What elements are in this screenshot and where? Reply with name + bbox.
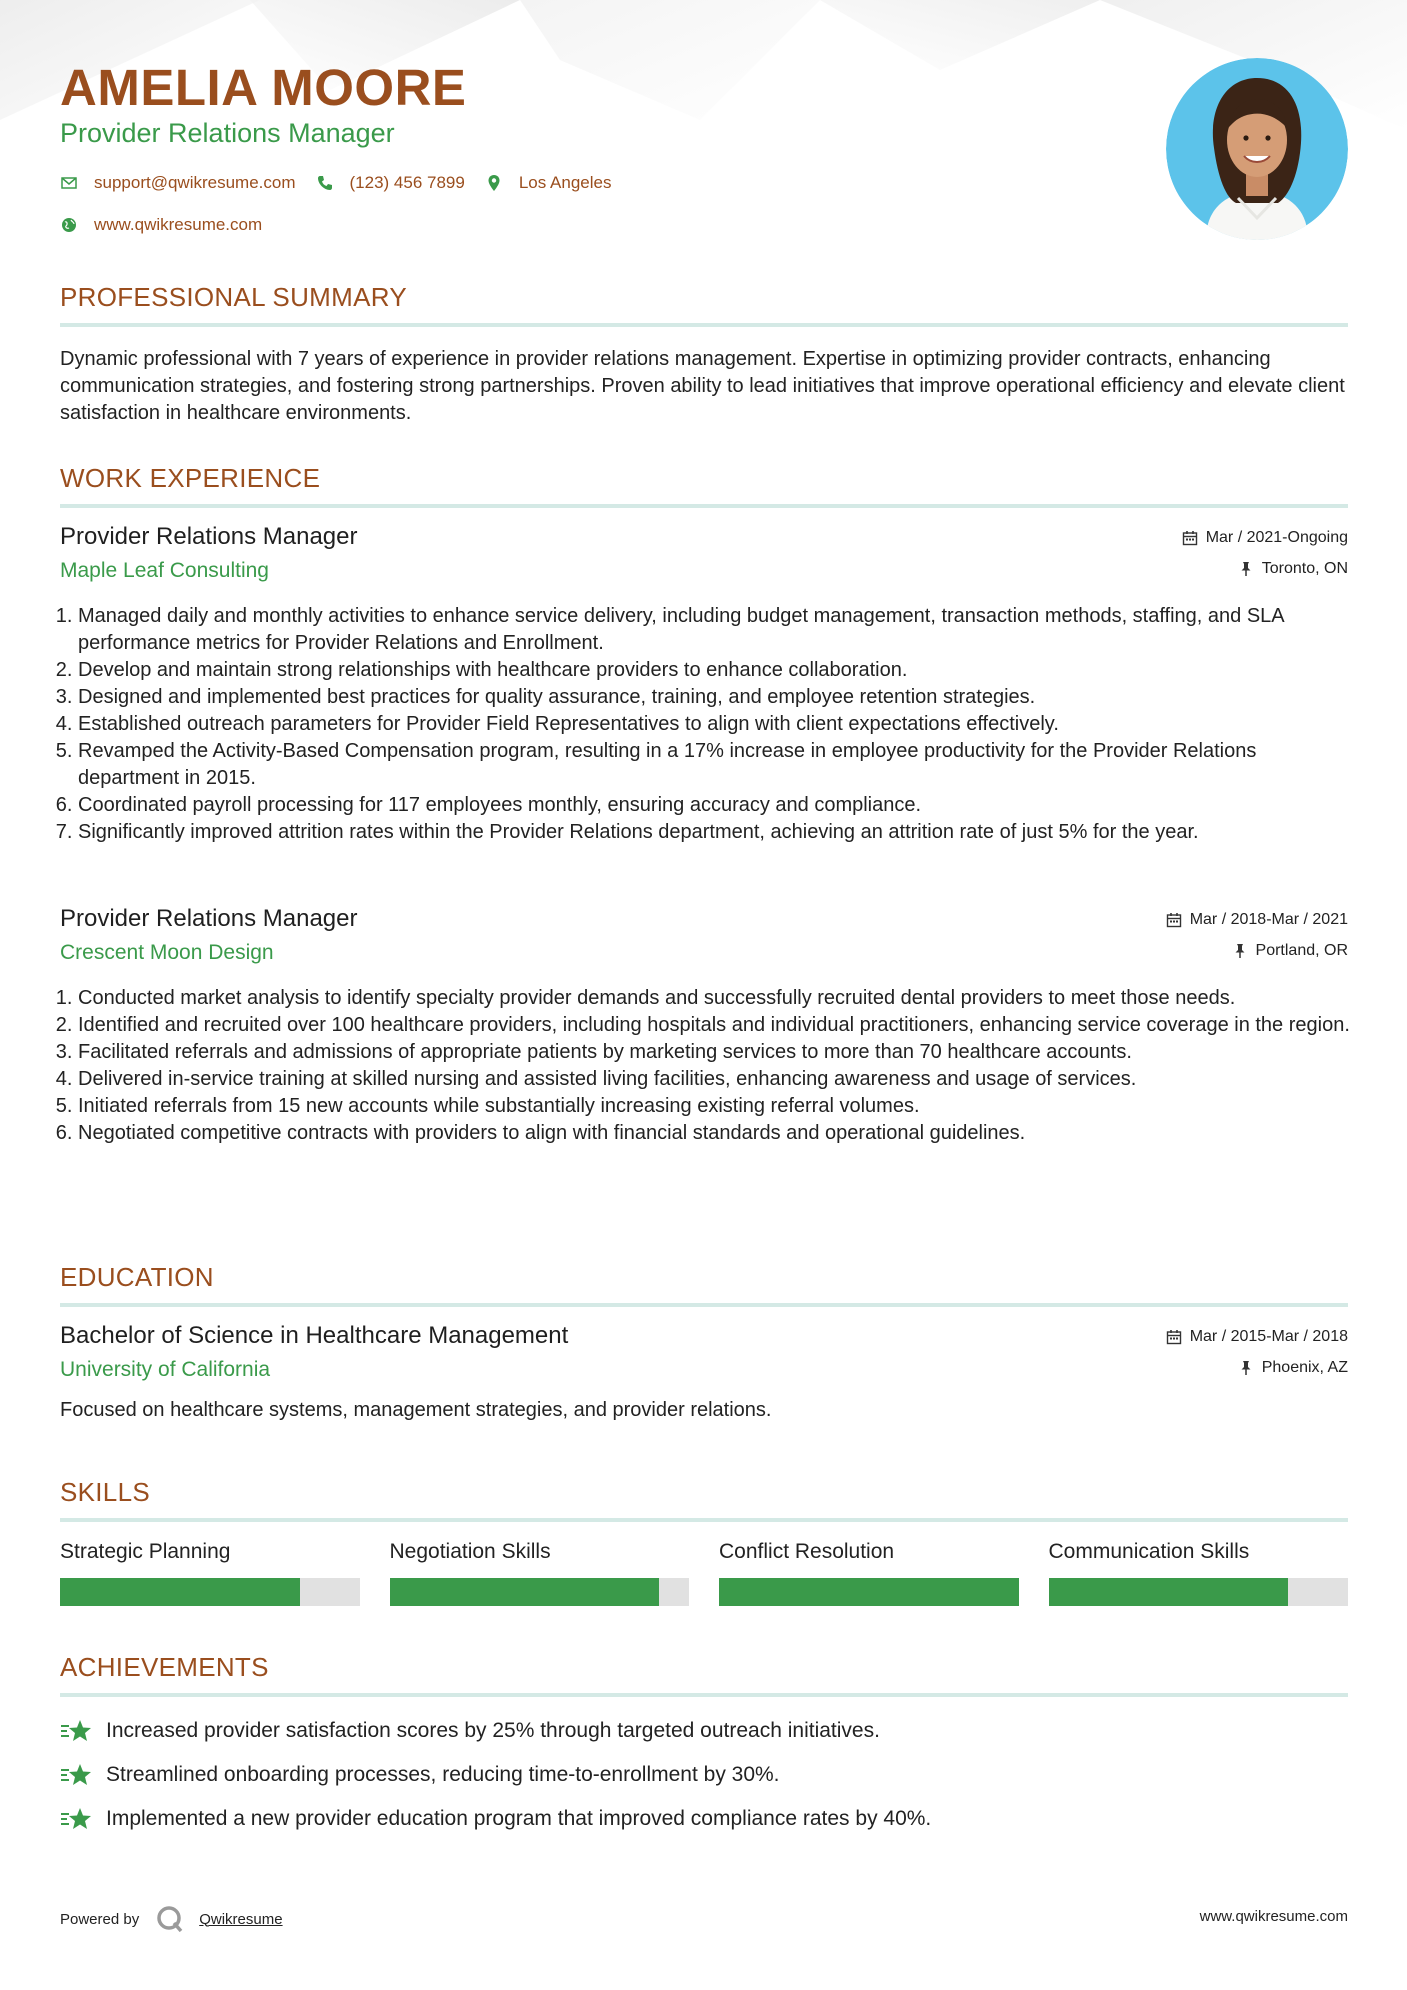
education-date <box>1166 1328 1348 1346</box>
achievements-divider <box>60 1693 1348 1697</box>
achievements-heading: ACHIEVEMENTS <box>60 1652 269 1682</box>
skill-level-fill <box>390 1578 660 1606</box>
job-location <box>1232 942 1348 960</box>
experience-section <box>60 463 1348 508</box>
skill-level-fill <box>719 1578 1019 1606</box>
skills-divider <box>60 1518 1348 1522</box>
skill-level-bar <box>60 1578 360 1606</box>
job-bullet: 2. Identified and recruited over 100 healthcare providers, including hospitals and individual practitioners, enhancing service coverage in the region. <box>78 1012 1358 1039</box>
job-date <box>1166 911 1348 929</box>
achievement-item <box>60 1709 1348 1753</box>
job-bullet: 3. Designed and implemented best practices for quality assurance, training, and employee retention strategies. <box>78 684 1358 711</box>
skills-list <box>60 1540 1348 1606</box>
job-bullet: 2. Develop and maintain strong relationships with healthcare providers to enhance collaboration. <box>78 657 1358 684</box>
calendar-icon <box>1166 1329 1182 1345</box>
job-bullet: 5. Initiated referrals from 15 new accounts while substantially increasing existing referral volumes. <box>78 1093 1358 1120</box>
email-link[interactable]: support@qwikresume.com <box>94 173 296 192</box>
experience-heading: WORK EXPERIENCE <box>60 463 321 493</box>
education-location-text: Phoenix, AZ <box>1261 1359 1348 1376</box>
job-location-text: Portland, OR <box>1255 942 1348 959</box>
skill-item <box>60 1540 360 1606</box>
school-name: University of California <box>60 1358 271 1381</box>
brand-link[interactable]: Qwikresume <box>199 1910 283 1928</box>
profile-photo <box>1166 58 1348 240</box>
skill-name: Conflict Resolution <box>719 1540 895 1563</box>
job-title: Provider Relations Manager <box>60 523 358 550</box>
job-date-text: Mar / 2018-Mar / 2021 <box>1189 911 1348 928</box>
achievement-item <box>60 1753 1348 1797</box>
skill-item <box>719 1540 1019 1606</box>
candidate-title: Provider Relations Manager <box>60 118 395 148</box>
star-icon <box>60 1718 92 1744</box>
skill-name: Strategic Planning <box>60 1540 231 1563</box>
degree-title: Bachelor of Science in Healthcare Management <box>60 1322 569 1349</box>
pushpin-icon <box>1238 1360 1254 1376</box>
education-location <box>1238 1359 1348 1377</box>
envelope-icon <box>60 174 78 192</box>
calendar-icon <box>1166 912 1182 928</box>
contact-row-1 <box>60 173 611 193</box>
website-link[interactable]: www.qwikresume.com <box>94 215 263 234</box>
summary-heading: PROFESSIONAL SUMMARY <box>60 282 407 312</box>
job-bullet: 1. Managed daily and monthly activities to enhance service delivery, including budget management, transaction methods, staffing, and SLA performance metrics for Provider Relations and Enrollment. <box>78 603 1358 657</box>
qwikresume-logo-icon <box>155 1904 185 1934</box>
achievements-section <box>60 1652 1348 1841</box>
experience-divider <box>60 504 1348 508</box>
education-heading: EDUCATION <box>60 1262 214 1292</box>
job-location <box>1238 560 1348 578</box>
star-icon <box>60 1762 92 1788</box>
education-divider <box>60 1303 1348 1307</box>
phone-icon <box>316 174 334 192</box>
pushpin-icon <box>1238 561 1254 577</box>
job-company: Crescent Moon Design <box>60 941 274 964</box>
achievement-text: Increased provider satisfaction scores by 25% through targeted outreach initiatives. <box>106 1719 880 1742</box>
job-company: Maple Leaf Consulting <box>60 559 269 582</box>
summary-divider <box>60 323 1348 327</box>
map-marker-icon <box>485 174 503 192</box>
summary-text: Dynamic professional with 7 years of experience in provider relations management. Expertise in optimizing provider contracts, enhancing communication strategies, and fostering strong partnerships. Proven ability to lead initiatives that improve operational efficiency and elevate client satisfaction in healthcare environments. <box>60 348 1345 424</box>
skill-level-fill <box>1049 1578 1289 1606</box>
footer-url[interactable]: www.qwikresume.com <box>1199 1908 1348 1925</box>
skill-item <box>390 1540 690 1606</box>
job-bullet: 6. Negotiated competitive contracts with providers to align with financial standards and operational guidelines. <box>78 1120 1358 1147</box>
job-date <box>1182 529 1348 547</box>
skill-name: Negotiation Skills <box>389 1540 551 1563</box>
job-bullet: 4. Delivered in-service training at skilled nursing and assisted living facilities, enhancing awareness and usage of services. <box>78 1066 1358 1093</box>
job-bullet: 1. Conducted market analysis to identify specialty provider demands and successfully recruited dental providers to meet those needs. <box>78 985 1358 1012</box>
job-bullet: 4. Established outreach parameters for Provider Field Representatives to align with client expectations effectively. <box>78 711 1358 738</box>
education-section <box>60 1262 1348 1307</box>
job-bullet: 6. Coordinated payroll processing for 117 employees monthly, ensuring accuracy and compliance. <box>78 792 1358 819</box>
skill-level-bar <box>1049 1578 1349 1606</box>
achievement-text: Implemented a new provider education program that improved compliance rates by 40%. <box>106 1807 932 1830</box>
location-text: Los Angeles <box>518 173 612 192</box>
candidate-name: AMELIA MOORE <box>60 59 467 116</box>
achievement-item <box>60 1797 1348 1841</box>
job-location-text: Toronto, ON <box>1261 560 1348 577</box>
summary-section <box>60 282 1348 427</box>
contact-row-2 <box>60 215 262 235</box>
powered-by-label: Powered by <box>60 1910 140 1928</box>
powered-by <box>60 1904 283 1934</box>
globe-icon <box>60 216 78 234</box>
pushpin-icon <box>1232 943 1248 959</box>
skill-level-fill <box>60 1578 300 1606</box>
footer <box>60 1898 1348 1932</box>
star-icon <box>60 1806 92 1832</box>
calendar-icon <box>1182 530 1198 546</box>
job-2-bullets <box>60 985 1358 1147</box>
achievement-text: Streamlined onboarding processes, reducing time-to-enrollment by 30%. <box>106 1763 780 1786</box>
avatar-illustration <box>1166 58 1348 240</box>
job-date-text: Mar / 2021-Ongoing <box>1205 529 1348 546</box>
skill-name: Communication Skills <box>1048 1540 1250 1563</box>
education-date-text: Mar / 2015-Mar / 2018 <box>1189 1328 1348 1345</box>
skills-heading: SKILLS <box>60 1477 150 1507</box>
job-title: Provider Relations Manager <box>60 905 358 932</box>
education-description: Focused on healthcare systems, management strategies, and provider relations. <box>60 1399 772 1421</box>
skills-section <box>60 1477 1348 1606</box>
phone-number[interactable]: (123) 456 7899 <box>349 173 465 192</box>
job-1-bullets <box>60 603 1358 846</box>
job-bullet: 5. Revamped the Activity-Based Compensation program, resulting in a 17% increase in employee productivity for the Provider Relations department in 2015. <box>78 738 1358 792</box>
skill-item <box>1049 1540 1349 1606</box>
skill-level-bar <box>390 1578 690 1606</box>
job-bullet: 3. Facilitated referrals and admissions of appropriate patients by marketing services to more than 70 healthcare accounts. <box>78 1039 1358 1066</box>
job-bullet: 7. Significantly improved attrition rates within the Provider Relations department, achieving an attrition rate of just 5% for the year. <box>78 819 1358 846</box>
skill-level-bar <box>719 1578 1019 1606</box>
achievements-list <box>60 1709 1348 1841</box>
